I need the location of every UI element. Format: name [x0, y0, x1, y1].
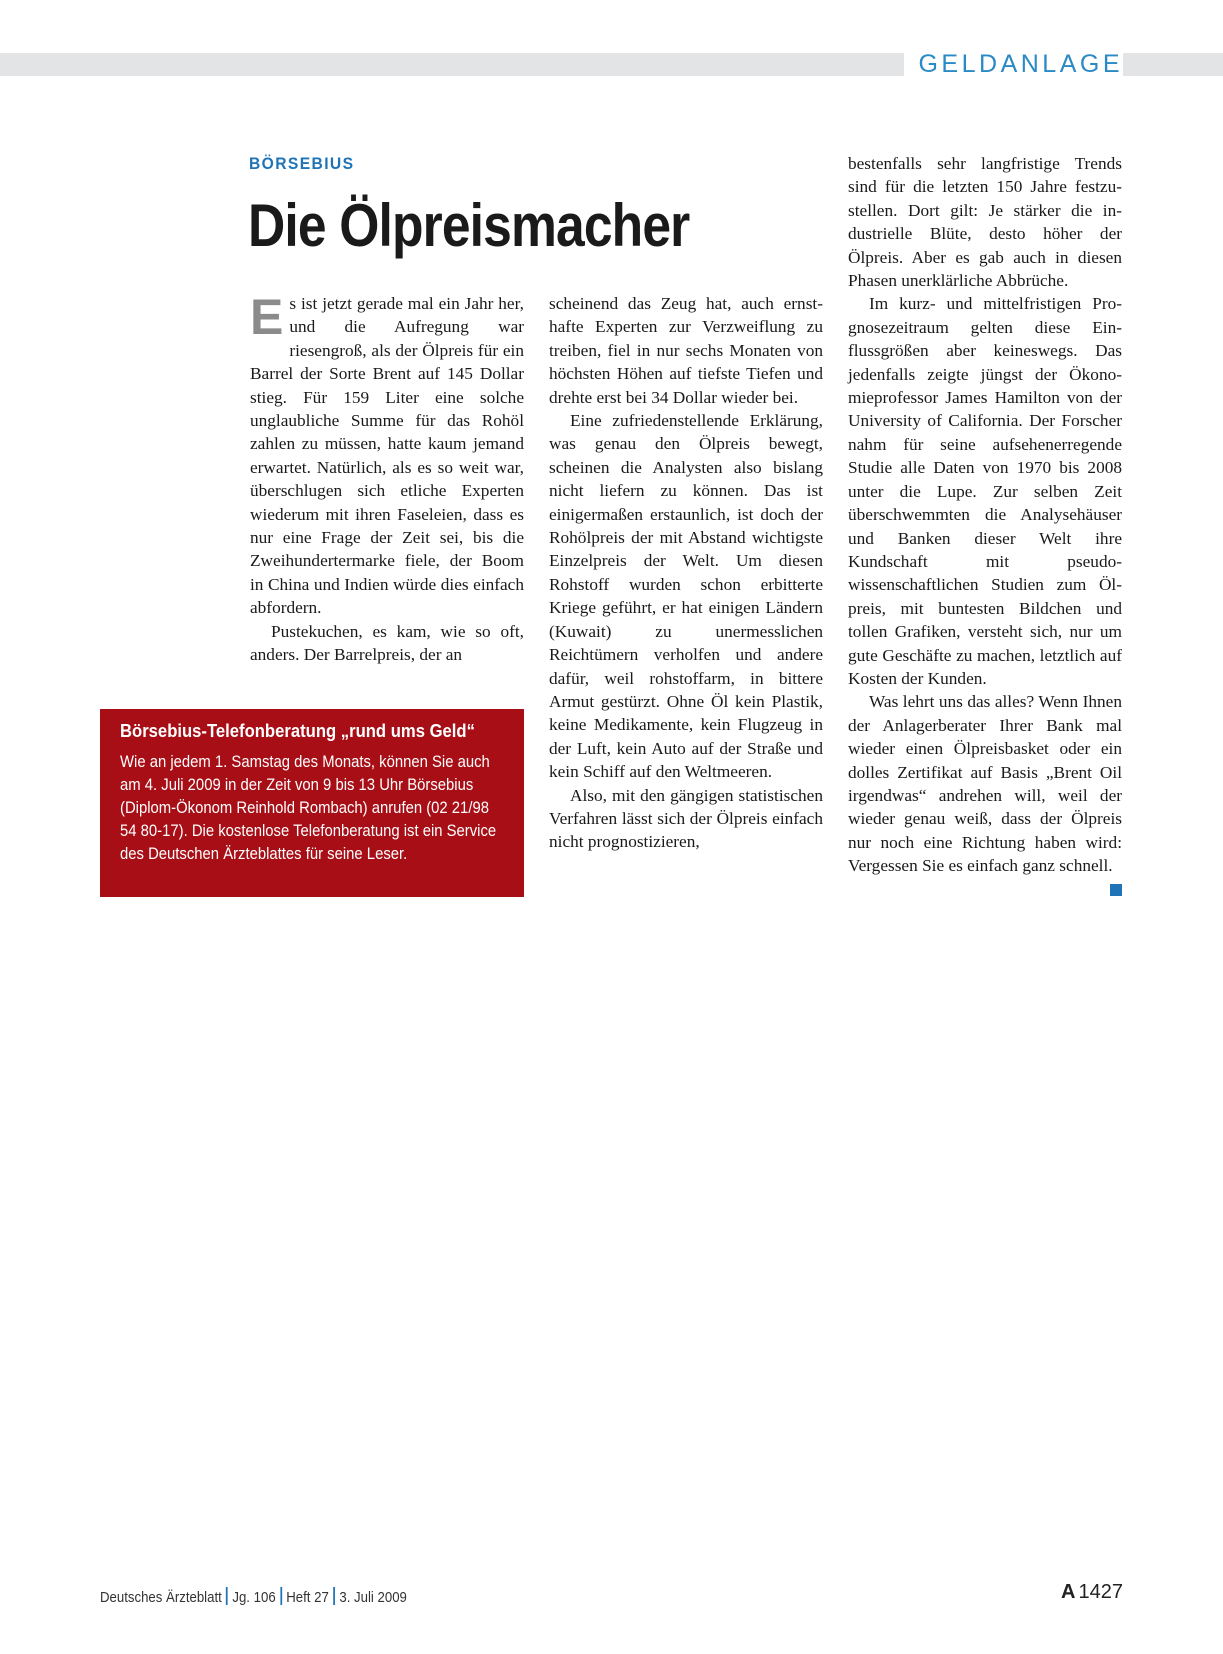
- page-number: [1061, 1581, 1123, 1604]
- divider: [333, 1587, 335, 1605]
- section-label: GELDANLAGE: [904, 49, 1123, 79]
- end-mark-icon: [1110, 884, 1122, 896]
- paragraph: bestenfalls sehr langfristige Trends sind für die letzten 150 Jahre festzustellen. Dort gilt: Je stärker die industrielle Blüte, desto höher der Ölpreis. Aber es gab auch in diesen Phasen unerklärliche Abbrüche.: [848, 154, 1122, 291]
- phone-consultation-box: [100, 709, 524, 897]
- issue-date: 3. Juli 2009: [339, 1589, 407, 1606]
- box-title: Börsebius-Telefonberatung „rund ums Geld“: [120, 720, 475, 741]
- box-text: Wie an jedem 1. Samstag des Monats, können Sie auch am 4. Juli 2009 in der Zeit von 9 bis 13 Uhr Börsebius (Diplom-Ökonom Reinhold Rombach) anrufen (02 21/98 54 80-17). Die kostenlose Telefonberatung ist ein Service des Deutschen Ärzteblattes für seine Leser.: [120, 753, 497, 863]
- page-number-value: 1427: [1078, 1581, 1123, 1603]
- article-column-3: [848, 152, 1122, 896]
- article-column-2: [549, 292, 823, 854]
- paragraph: [848, 690, 1122, 877]
- paragraph: [250, 289, 524, 620]
- divider: [226, 1587, 228, 1605]
- paragraph: Im kurz- und mittelfristigen Prognosezeitraum gelten diese Einflussgrößen aber keineswegs. Das jedenfalls zeigte jüngst der Ökonomieprofessor James Hamilton von der University of California. Der Forscher nahm für seine aufsehenerregende Studie alle Daten von 1970 bis 2008 unter die Lupe. Zur selben Zeit überschwemmten die Analysehäuser und Banken dieser Welt ihre Kundschaft mit pseudowissenschaftlichen Studien zum Ölpreis, mit buntesten Bildchen und tollen Grafiken, versteht sich, nur um gute Geschäfte zu machen, letztlich auf Kosten der Kunden.: [848, 294, 1122, 688]
- paragraph: Also, mit den gängigen statistischen Verfahren lässt sich der Ölpreis einfach nicht prognostizieren,: [549, 785, 823, 852]
- article-kicker: BÖRSEBIUS: [249, 154, 355, 173]
- article-column-1: [250, 289, 524, 667]
- page-prefix: A: [1061, 1581, 1076, 1603]
- article-headline: Die Ölpreismacher: [248, 192, 690, 259]
- paragraph-text: Was lehrt uns das alles? Wenn Ihnen der Anlagerberater Ihrer Bank mal wieder einen Ölpreisbasket oder ein dolles Zertifikat auf Basis „Brent Oil irgendwas“ andrehen will, weil der wieder genau weiß, dass der Ölpreis nur noch eine Richtung haben wird: Vergessen Sie es einfach ganz schnell.: [848, 692, 1122, 876]
- paragraph: Pustekuchen, es kam, wie so oft, anders. Der Barrelpreis, der an: [250, 621, 524, 665]
- volume: Jg. 106: [232, 1589, 276, 1606]
- footer-citation: [100, 1587, 407, 1606]
- paragraph: scheinend das Zeug hat, auch ernsthafte Experten zur Verzweiflung zu treiben, fiel in nur sechs Monaten von höchsten Höhen auf tiefste Tiefen und drehte erst bei 34 Dollar wieder bei.: [549, 294, 823, 407]
- journal-name: Deutsches Ärzteblatt: [100, 1589, 222, 1606]
- issue: Heft 27: [286, 1589, 329, 1606]
- paragraph-text: s ist jetzt gerade mal ein Jahr her, und die Aufregung war riesengroß, als der Ölpreis für ein Barrel der Sorte Brent auf 145 Dollar stieg. Für 159 Liter eine solche unglaubliche Summe für das Rohöl zahlen zu müssen, hatte kaum jemand erwartet. Natürlich, als es so weit war, überschlugen sich etliche Experten wiederum mit ihren Faseleien, dass es nur eine Frage der Zeit sei, bis die Zweihundertermarke fiele, der Boom in China und Indien würde dies einfach abfordern.: [250, 294, 524, 618]
- divider: [280, 1587, 282, 1605]
- paragraph: Eine zufriedenstellende Erklärung, was genau den Ölpreis bewegt, scheinen die Analysten also bislang nicht liefern zu können. Das ist einigermaßen erstaunlich, ist doch der Rohölpreis der mit Abstand wichtigste Einzelpreis der Welt. Um diesen Rohstoff wurden schon erbitterte Kriege geführt, er hat einigen Ländern (Kuwait) zu unermesslichen Reichtümern verholfen und andere dafür, weil rohstoffarm, in bittere Armut gestürzt. Ohne Öl kein Plastik, keine Medikamente, kein Flugzeug in der Luft, kein Auto auf der Straße und kein Schiff auf den Weltmeeren.: [549, 411, 823, 782]
- drop-cap: E: [250, 289, 284, 345]
